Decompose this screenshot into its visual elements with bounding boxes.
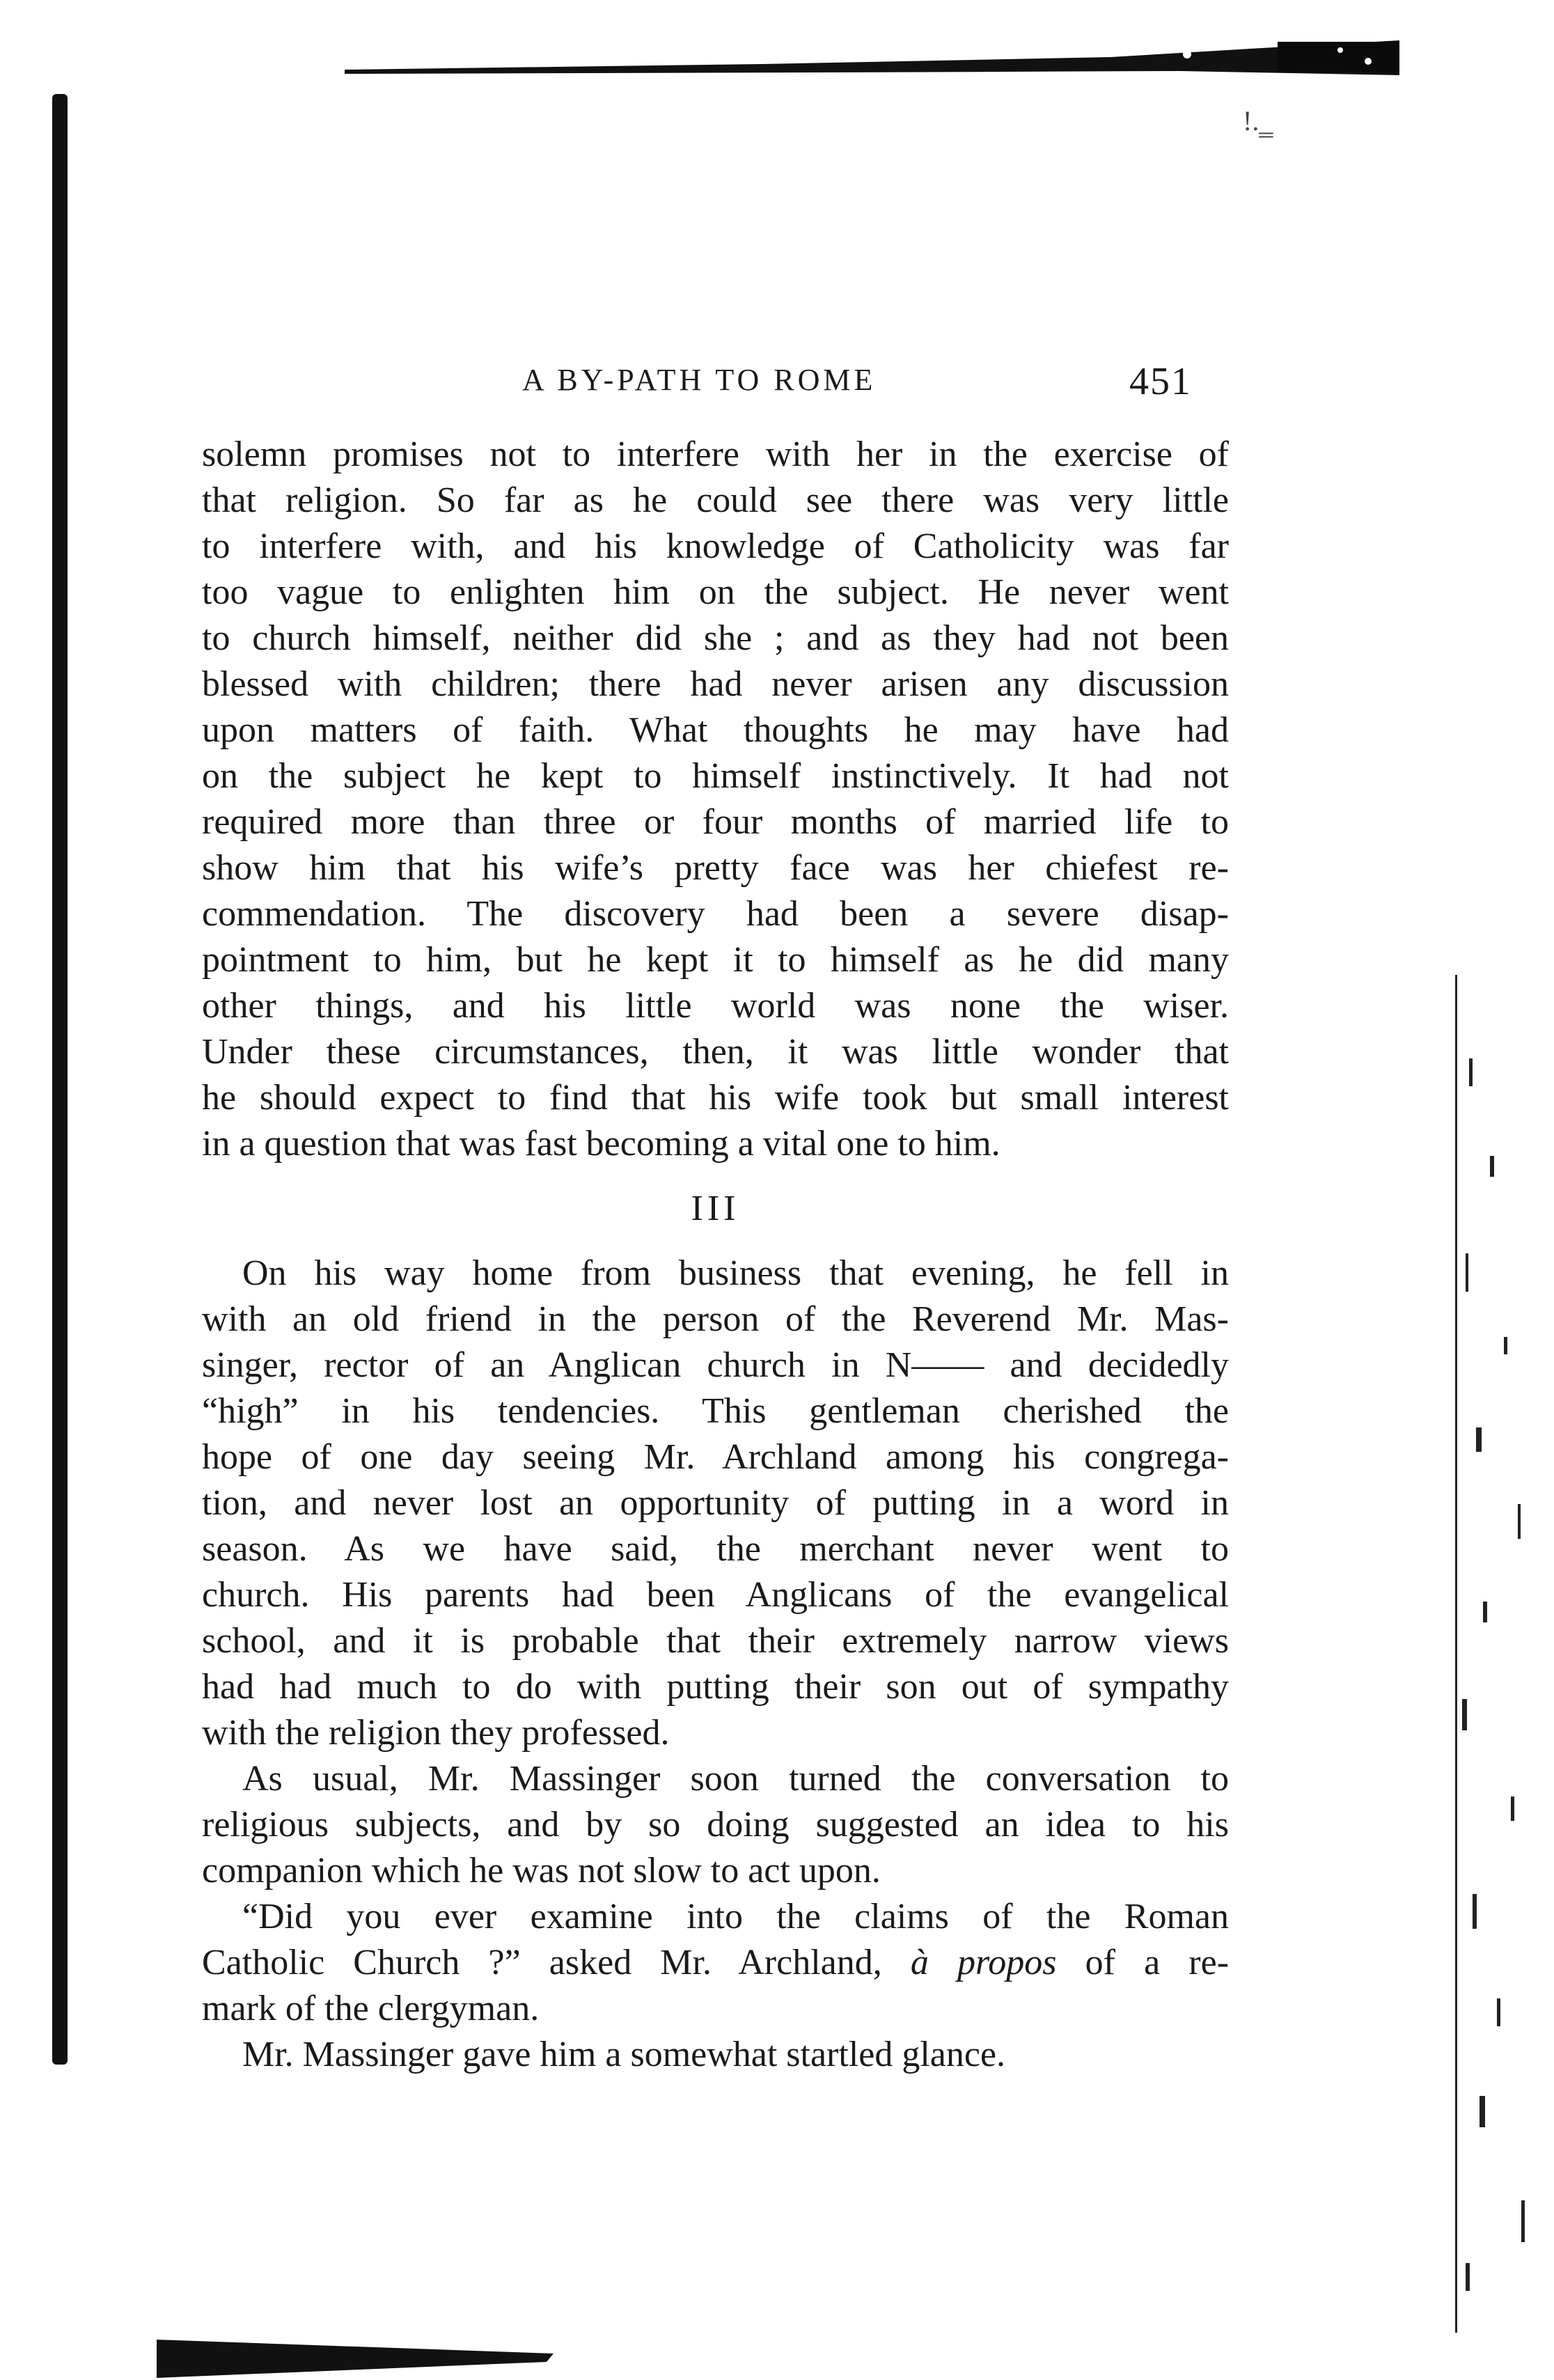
text-line: upon matters of faith. What thoughts he may have had — [202, 710, 1229, 750]
text-line: solemn promises not to interfere with her in the exercise of — [202, 434, 1229, 474]
text-line: As usual, Mr. Massinger soon turned the conversation to — [242, 1759, 1229, 1799]
text-line: too vague to enlighten him on the subject. He never went — [202, 572, 1229, 612]
text-line: with the religion they professed. — [202, 1713, 670, 1753]
text-line: hope of one day seeing Mr. Archland among his congrega- — [202, 1437, 1229, 1477]
text-line: required more than three or four months of married life to — [202, 802, 1229, 842]
running-head — [0, 362, 1554, 418]
text-line: other things, and his little world was none the wiser. — [202, 986, 1229, 1026]
scan-top-band — [345, 40, 1399, 75]
page-number: 451 — [1129, 360, 1192, 403]
text-line: to interfere with, and his knowledge of Catholicity was far — [202, 526, 1229, 566]
text-line: mark of the clergyman. — [202, 1989, 540, 2028]
text-line: companion which he was not slow to act upon. — [202, 1851, 881, 1890]
body-text — [202, 432, 1229, 2078]
text-line: to church himself, neither did she ; and as they had not been — [202, 618, 1229, 658]
text-line: singer, rector of an Anglican church in N—— and decidedly — [202, 1345, 1229, 1385]
text-line: tion, and never lost an opportunity of putting in a word in — [202, 1483, 1229, 1523]
running-title: A BY-PATH TO ROME — [522, 363, 877, 397]
text-line: religious subjects, and by so doing suggested an idea to his — [202, 1805, 1229, 1845]
italic-phrase: à propos — [910, 1943, 1057, 1982]
text-line: on the subject he kept to himself instinctively. It had not — [202, 756, 1229, 796]
text-line: pointment to him, but he kept it to himself as he did many — [202, 940, 1229, 980]
text-line: had had much to do with putting their son out of sympathy — [202, 1667, 1229, 1707]
text-span: Catholic Church ?” asked Mr. Archland, — [202, 1943, 911, 1982]
text-line: season. As we have said, the merchant never went to — [202, 1529, 1229, 1569]
text-line: he should expect to find that his wife took but small interest — [202, 1078, 1229, 1118]
text-line: show him that his wife’s pretty face was her chiefest re- — [202, 848, 1229, 888]
text-line: On his way home from business that evening, he fell in — [242, 1253, 1229, 1293]
text-line: commendation. The discovery had been a severe disap- — [202, 894, 1229, 934]
scan-right-noise — [1427, 975, 1553, 2333]
text-span: of a re- — [1056, 1943, 1230, 1982]
section-heading: III — [691, 1189, 740, 1228]
text-line: with an old friend in the person of the Reverend Mr. Mas- — [202, 1299, 1229, 1339]
text-line-mixed — [202, 1940, 1229, 1986]
text-line: “Did you ever examine into the claims of the Roman — [242, 1897, 1229, 1936]
text-line: blessed with children; there had never arisen any discussion — [202, 664, 1229, 704]
text-line: “high” in his tendencies. This gentleman cherished the — [202, 1391, 1229, 1431]
text-line: Under these circumstances, then, it was little wonder that — [202, 1032, 1229, 1072]
text-line: Mr. Massinger gave him a somewhat startled glance. — [242, 2035, 1006, 2074]
text-line: that religion. So far as he could see there was very little — [202, 480, 1229, 520]
text-line: school, and it is probable that their extremely narrow views — [202, 1621, 1229, 1661]
scan-bottom-bar — [157, 2340, 554, 2378]
scan-corner-mark: !.‗ — [1243, 105, 1273, 136]
text-line: in a question that was fast becoming a vital one to him. — [202, 1124, 1000, 1164]
text-line: church. His parents had been Anglicans of the evangelical — [202, 1575, 1229, 1615]
